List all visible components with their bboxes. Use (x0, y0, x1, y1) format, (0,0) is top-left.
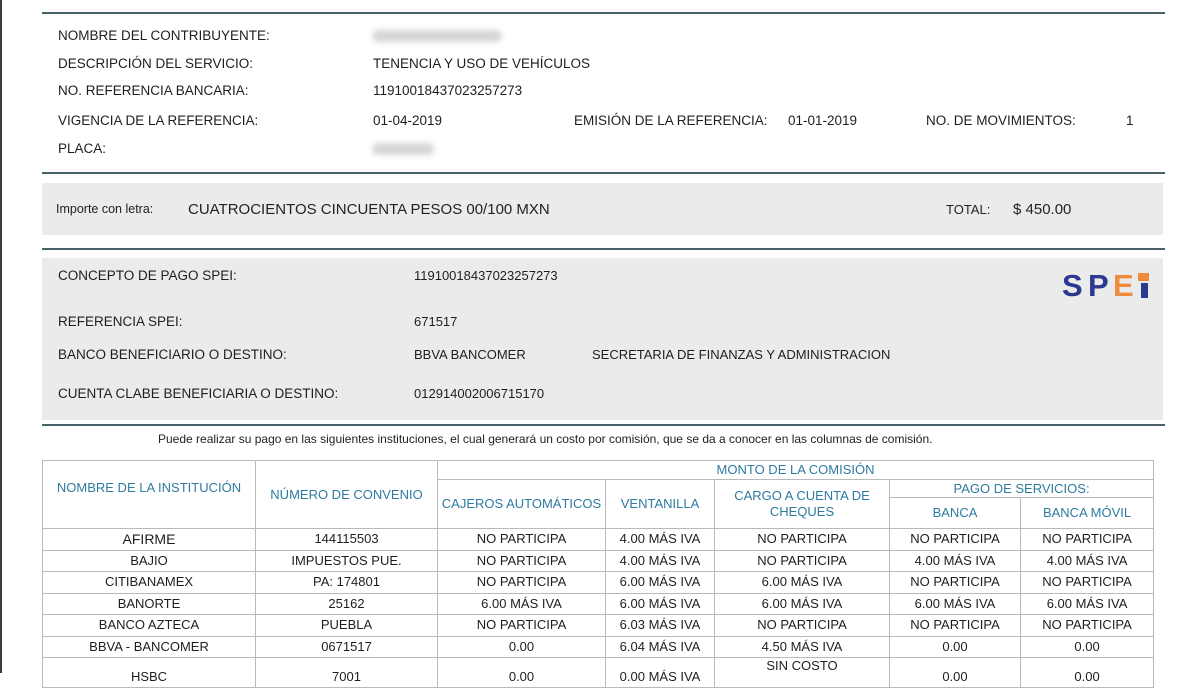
reference-issue-value: 01-01-2019 (788, 113, 858, 128)
importe-band (42, 183, 1163, 235)
importe-label: Importe con letra: (56, 202, 154, 216)
header-checking-charge: CARGO A CUENTA DE CHEQUES (715, 480, 890, 529)
mobile-banking-fee: 4.00 MÁS IVA (1021, 550, 1154, 572)
divider-spei (42, 248, 1165, 250)
spei-concept-label: CONCEPTO DE PAGO SPEI: (58, 268, 237, 283)
spei-box (42, 258, 1163, 420)
mobile-banking-fee: NO PARTICIPA (1021, 572, 1154, 594)
payment-institutions-note: Puede realizar su pago en las siguientes instituciones, el cual generará un costo por comisión, que se da a conocer en las columnas de comisión. (158, 432, 933, 446)
institution-name: BBVA - BANCOMER (43, 636, 256, 658)
institution-name: BANCO AZTECA (43, 615, 256, 637)
plate-redacted (372, 143, 434, 155)
header-commission-amount: MONTO DE LA COMISIÓN (438, 461, 1154, 480)
atm-fee: NO PARTICIPA (438, 615, 606, 637)
online-banking-fee: 4.00 MÁS IVA (890, 550, 1021, 572)
table-row (43, 529, 1154, 551)
checking-fee: 4.50 MÁS IVA (715, 636, 890, 658)
checking-fee: SIN COSTO (715, 658, 890, 688)
counter-fee: 6.04 MÁS IVA (606, 636, 715, 658)
institution-name: HSBC (43, 658, 256, 688)
total-value: $ 450.00 (1013, 201, 1072, 218)
reference-issue-label: EMISIÓN DE LA REFERENCIA: (574, 113, 768, 128)
mobile-banking-fee: NO PARTICIPA (1021, 615, 1154, 637)
contribuyente-name-redacted (372, 30, 502, 42)
table-row (43, 593, 1154, 615)
spei-reference-label: REFERENCIA SPEI: (58, 314, 183, 329)
checking-fee: NO PARTICIPA (715, 615, 890, 637)
agreement-number: 25162 (256, 593, 438, 615)
bank-reference-label: NO. REFERENCIA BANCARIA: (58, 83, 249, 98)
counter-fee: 4.00 MÁS IVA (606, 550, 715, 572)
mobile-banking-fee: 0.00 (1021, 658, 1154, 688)
institution-name: BAJIO (43, 550, 256, 572)
table-row (43, 636, 1154, 658)
online-banking-fee: NO PARTICIPA (890, 572, 1021, 594)
spei-logo (1062, 268, 1152, 302)
online-banking-fee: 0.00 (890, 658, 1021, 688)
header-atm: CAJEROS AUTOMÁTICOS (438, 480, 606, 529)
total-label: TOTAL: (946, 202, 991, 217)
counter-fee: 6.00 MÁS IVA (606, 593, 715, 615)
institutions-table (42, 460, 1154, 688)
counter-fee: 6.00 MÁS IVA (606, 572, 715, 594)
header-agreement-number: NÚMERO DE CONVENIO (256, 461, 438, 529)
counter-fee: 6.03 MÁS IVA (606, 615, 715, 637)
beneficiary-bank-label: BANCO BENEFICIARIO O DESTINO: (58, 347, 287, 362)
agreement-number: 144115503 (256, 529, 438, 551)
agreement-number: 7001 (256, 658, 438, 688)
service-description-value: TENENCIA Y USO DE VEHÍCULOS (373, 56, 591, 71)
spei-logo-e: E (1113, 268, 1134, 303)
institution-name: BANORTE (43, 593, 256, 615)
institution-name: AFIRME (43, 529, 256, 551)
beneficiary-bank-value: BBVA BANCOMER (414, 347, 526, 362)
header-mobile-banking: BANCA MÓVIL (1021, 498, 1154, 529)
spei-logo-s: S (1062, 268, 1082, 303)
agreement-number: PUEBLA (256, 615, 438, 637)
checking-fee: NO PARTICIPA (715, 529, 890, 551)
movements-value: 1 (1126, 113, 1134, 128)
agreement-number: PA: 174801 (256, 572, 438, 594)
agreement-number: IMPUESTOS PUE. (256, 550, 438, 572)
table-row (43, 572, 1154, 594)
mobile-banking-fee: NO PARTICIPA (1021, 529, 1154, 551)
plate-label: PLACA: (58, 141, 107, 156)
atm-fee: 6.00 MÁS IVA (438, 593, 606, 615)
clabe-value: 012914002006715170 (414, 386, 545, 401)
table-row (43, 550, 1154, 572)
movements-label: NO. DE MOVIMIENTOS: (926, 113, 1076, 128)
atm-fee: NO PARTICIPA (438, 550, 606, 572)
clabe-label: CUENTA CLABE BENEFICIARIA O DESTINO: (58, 386, 339, 401)
beneficiary-name-value: SECRETARIA DE FINANZAS Y ADMINISTRACION (592, 347, 891, 362)
atm-fee: NO PARTICIPA (438, 572, 606, 594)
bank-reference-value: 11910018437023257273 (373, 83, 523, 98)
mobile-banking-fee: 6.00 MÁS IVA (1021, 593, 1154, 615)
spei-logo-p: P (1088, 268, 1109, 303)
counter-fee: 4.00 MÁS IVA (606, 529, 715, 551)
institution-name: CITIBANAMEX (43, 572, 256, 594)
agreement-number: 0671517 (256, 636, 438, 658)
spei-logo-dot-icon (1138, 273, 1149, 281)
checking-fee: 6.00 MÁS IVA (715, 572, 890, 594)
spei-concept-value: 11910018437023257273 (414, 268, 558, 283)
header-institution: NOMBRE DE LA INSTITUCIÓN (43, 461, 256, 529)
spei-logo-stem-icon (1141, 283, 1148, 298)
online-banking-fee: 6.00 MÁS IVA (890, 593, 1021, 615)
service-description-label: DESCRIPCIÓN DEL SERVICIO: (58, 56, 254, 71)
spei-reference-value: 671517 (414, 314, 458, 329)
atm-fee: 0.00 (438, 658, 606, 688)
importe-text-value: CUATROCIENTOS CINCUENTA PESOS 00/100 MXN (188, 201, 550, 218)
counter-fee: 0.00 MÁS IVA (606, 658, 715, 688)
online-banking-fee: NO PARTICIPA (890, 529, 1021, 551)
header-service-payment: PAGO DE SERVICIOS: (890, 480, 1154, 498)
divider-top (42, 12, 1165, 14)
atm-fee: 0.00 (438, 636, 606, 658)
online-banking-fee: NO PARTICIPA (890, 615, 1021, 637)
reference-validity-label: VIGENCIA DE LA REFERENCIA: (58, 113, 259, 128)
mobile-banking-fee: 0.00 (1021, 636, 1154, 658)
atm-fee: NO PARTICIPA (438, 529, 606, 551)
online-banking-fee: 0.00 (890, 636, 1021, 658)
header-online-banking: BANCA (890, 498, 1021, 529)
checking-fee: 6.00 MÁS IVA (715, 593, 890, 615)
contribuyente-name-label: NOMBRE DEL CONTRIBUYENTE: (58, 28, 270, 43)
reference-validity-value: 01-04-2019 (373, 113, 443, 128)
checking-fee: NO PARTICIPA (715, 550, 890, 572)
divider-importe (42, 172, 1165, 174)
page-left-border (0, 0, 2, 673)
header-counter: VENTANILLA (606, 480, 715, 529)
table-row (43, 615, 1154, 637)
divider-institutions (42, 424, 1165, 426)
